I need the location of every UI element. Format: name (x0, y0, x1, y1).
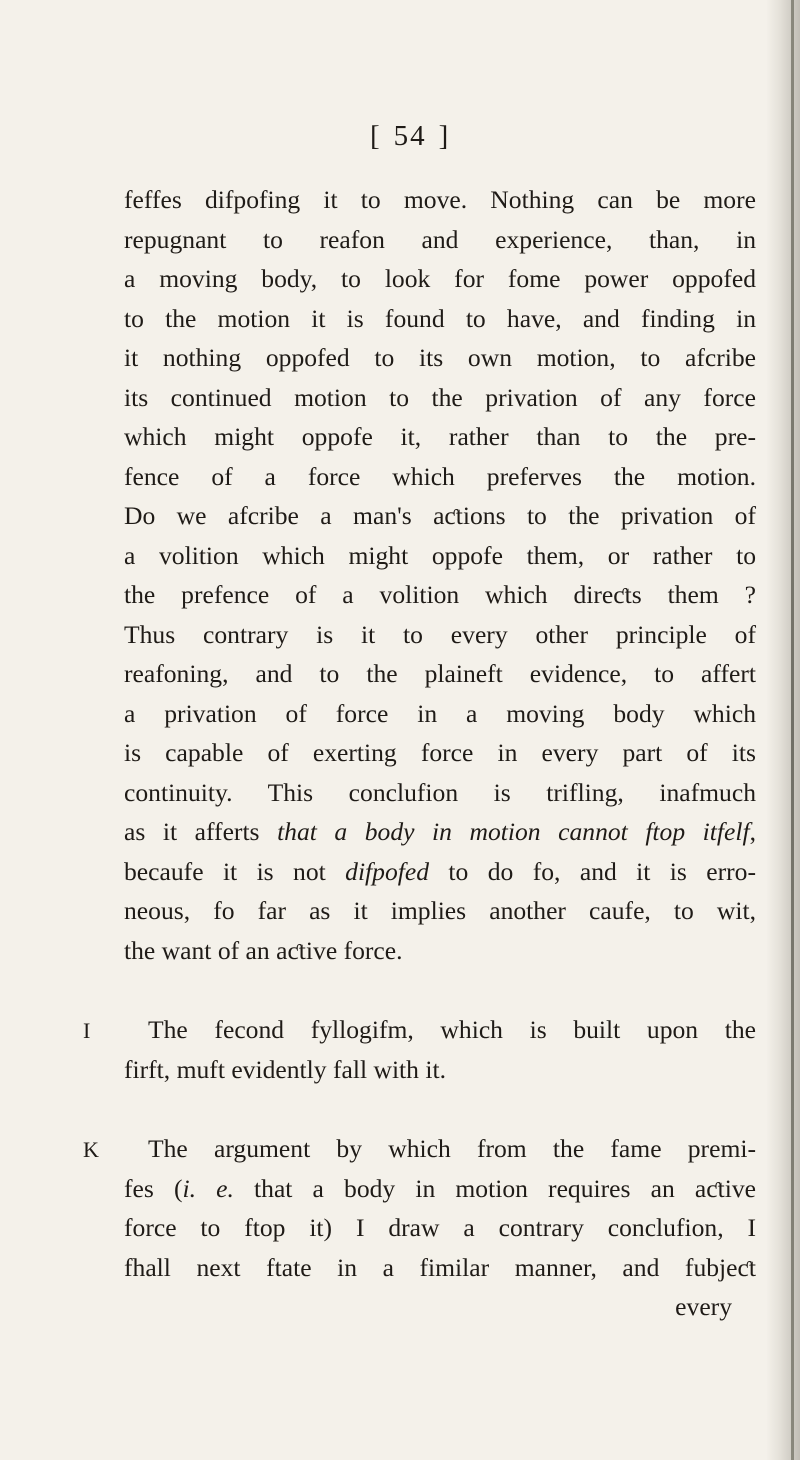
body-text (124, 180, 756, 1327)
text-line: reafoning, and to the plaineft evidence, to affert (124, 659, 756, 688)
text-line-with-italic (124, 1169, 756, 1209)
text-run: fes ( (124, 1173, 183, 1203)
italic-phrase: that a body in motion cannot ftop itfelf (277, 817, 750, 846)
text-line: fence of a force which preferves the motion. (124, 461, 756, 491)
paragraph-gap (124, 970, 756, 1010)
text-line: the prefence of a volition which direƈts them ? (124, 580, 756, 609)
text-line: repugnant to reafon and experience, than, in (124, 224, 756, 254)
text-line: the want of an aƈtive force. (124, 935, 403, 965)
text-line: to the motion it is found to have, and finding in (124, 303, 756, 333)
header-open-bracket: [ (370, 120, 382, 152)
text-line: its continued motion to the privation of any force (124, 382, 756, 412)
text-line: continuity. This conclufion is trifling, inafmuch (124, 777, 756, 807)
header-close-bracket: ] (438, 120, 451, 152)
page-binding-edge (791, 0, 794, 1460)
text-line: feffes difpofing it to move. Nothing can be more (124, 185, 756, 214)
paragraph-gap (124, 1089, 756, 1129)
text-line: a moving body, to look for fome power oppofed (124, 264, 756, 293)
text-line-with-italic (124, 812, 756, 852)
text-line: a privation of force in a moving body which (124, 698, 756, 728)
margin-mark: K (83, 1137, 99, 1162)
catchword: every (675, 1292, 732, 1321)
page-edge-shadow (766, 0, 800, 1460)
text-line: firft, muft evidently fall with it. (124, 1054, 446, 1084)
text-line-with-italic (124, 852, 756, 892)
page-header (370, 120, 510, 153)
text-line: Do we afcribe a man's aƈtions to the privation of (124, 501, 756, 530)
text-line: force to ftop it) I draw a contrary conclufion, I (124, 1213, 756, 1242)
text-line: The fecond fyllogifm, which is built upon the (148, 1015, 756, 1044)
text-line: which might oppofe it, rather than to the pre- (124, 422, 756, 451)
text-line: fhall next ftate in a fimilar manner, and fubjeƈt (124, 1252, 756, 1282)
text-line: it nothing oppofed to its own motion, to afcribe (124, 343, 756, 372)
text-run: as it afferts (124, 817, 278, 846)
text-run: that a body in motion requires an aƈtive (233, 1173, 756, 1203)
text-line: a volition which might oppofe them, or rather to (124, 540, 756, 570)
margin-mark: I (83, 1018, 91, 1043)
text-run: becaufe it is not (124, 856, 346, 886)
text-line: The argument by which from the fame premi- (148, 1134, 756, 1163)
text-line: is capable of exerting force in every part of its (124, 738, 756, 767)
text-line: Thus contrary is it to every other principle of (124, 619, 756, 649)
text-line: neous, fo far as it implies another caufe, to wit, (124, 896, 756, 925)
text-run: , (749, 817, 756, 846)
italic-phrase: i. e. (182, 1173, 234, 1203)
italic-phrase: difpofed (345, 856, 430, 886)
text-run: to do fo, and it is erro- (429, 856, 756, 886)
page-number: 54 (393, 120, 427, 152)
